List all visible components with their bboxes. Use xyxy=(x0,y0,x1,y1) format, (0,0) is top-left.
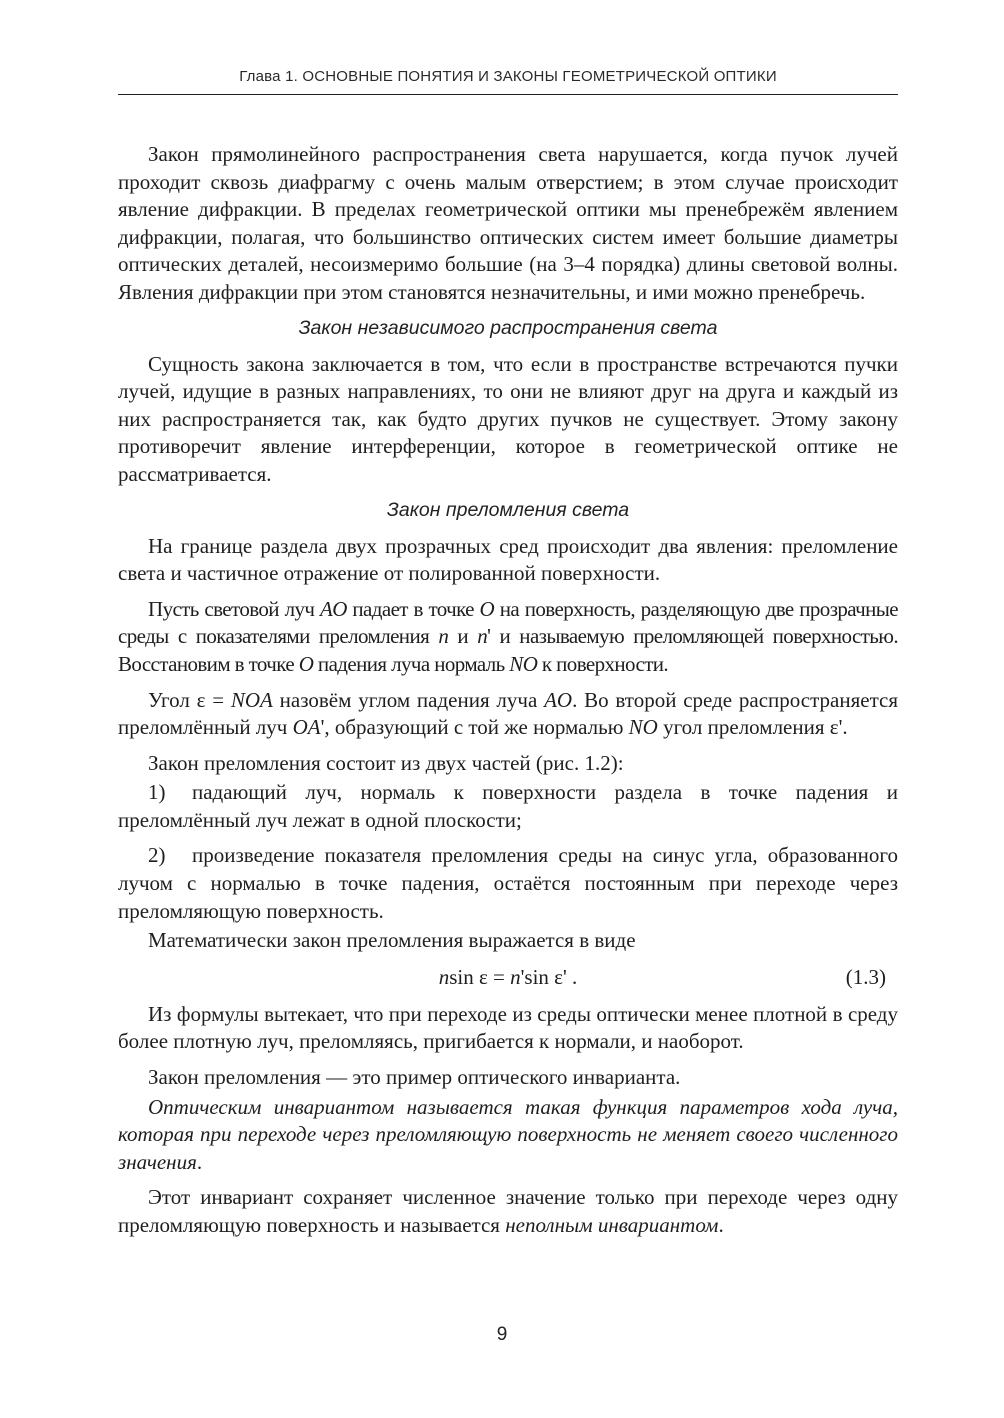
section-heading-refraction: Закон преломления света xyxy=(386,498,630,521)
paragraph-ray-ao: Пусть световой луч AO падает в точке O на поверхность, разделяющую две прозрачные среды с показателями преломления n и n' и называемую преломляющей поверхностью. Восстановим в точке O падения луча нормаль NO к поверхности. xyxy=(118,596,899,676)
refraction-formula: nsin ε = n'sin ε' . xyxy=(438,964,578,989)
paragraph-rectilinear-law: Закон прямолинейного распространения света нарушается, когда пучок лучей проходит сквозь диафрагму с очень малым отверстием; в этом случае происходит явление дифракции. В пределах геометрической оптики мы пренебрежём явлением дифракции, полагая, что большинство оптических систем имеет большие диаметры оптических деталей, несоизмеримо большие (на 3–4 порядка) длины световой волны. Явления дифракции при этом становятся незначительны, и ими можно пренебречь. xyxy=(118,142,898,304)
running-head: Глава 1. ОСНОВНЫЕ ПОНЯТИЯ И ЗАКОНЫ ГЕОМЕТРИЧЕСКОЙ ОПТИКИ xyxy=(118,60,898,95)
paragraph-invariant-definition: Оптическим инвариантом называется такая функция параметров хода луча, которая при переходе через преломляющую поверхность не меняет своего численного значения. xyxy=(118,1094,898,1174)
list-item-1: 1) падающий луч, нормаль к поверхности раздела в точке падения и преломлённый луч лежат в одной плоскости; xyxy=(118,780,898,832)
paragraph-interface: На границе раздела двух прозрачных сред происходит два явления: преломление света и частичное отражение от полированной поверхности. xyxy=(118,533,898,586)
paragraph-incomplete-invariant: Этот инвариант сохраняет численное значение только при переходе через одну преломляющую поверхность и называется неполным инвариантом. xyxy=(118,1185,898,1237)
paragraph-law-parts: Закон преломления состоит из двух частей (рис. 1.2): xyxy=(148,750,624,775)
book-page xyxy=(118,60,898,1242)
paragraph-formula-consequence: Из формулы вытекает, что при переходе из среды оптически менее плотной в среду более плотную луч, преломляясь, пригибается к нормали, и наоборот. xyxy=(118,1001,898,1054)
paragraph-invariant-example: Закон преломления — это пример оптического инварианта. xyxy=(148,1065,681,1090)
equation-1-3 xyxy=(118,959,898,995)
paragraph-math-expression: Математически закон преломления выражается в виде xyxy=(148,928,636,953)
paragraph-independent-law: Сущность закона заключается в том, что если в пространстве встречаются пучки лучей, идущие в разных направлениях, то они не влияют друг на друга и каждый из них распространяется так, как будто других пучков не существует. Этому закону противоречит явление интерференции, которое в геометрической оптике не рассматривается. xyxy=(118,351,898,486)
list-item-2: 2) произведение показателя преломления среды на синус угла, образованного лучом с нормалью в точке падения, остаётся постоянным при переходе через преломляющую поверхность. xyxy=(118,843,898,923)
paragraph-angle-definition: Угол ε = NOA назовём углом падения луча AO. Во второй среде распространяется преломлённый луч OA', образующий с той же нормалью NO угол преломления ε'. xyxy=(118,687,898,740)
page-number: 9 xyxy=(496,1324,508,1345)
equation-number: (1.3) xyxy=(845,964,886,989)
section-heading-independent: Закон независимого распространения света xyxy=(298,316,718,339)
